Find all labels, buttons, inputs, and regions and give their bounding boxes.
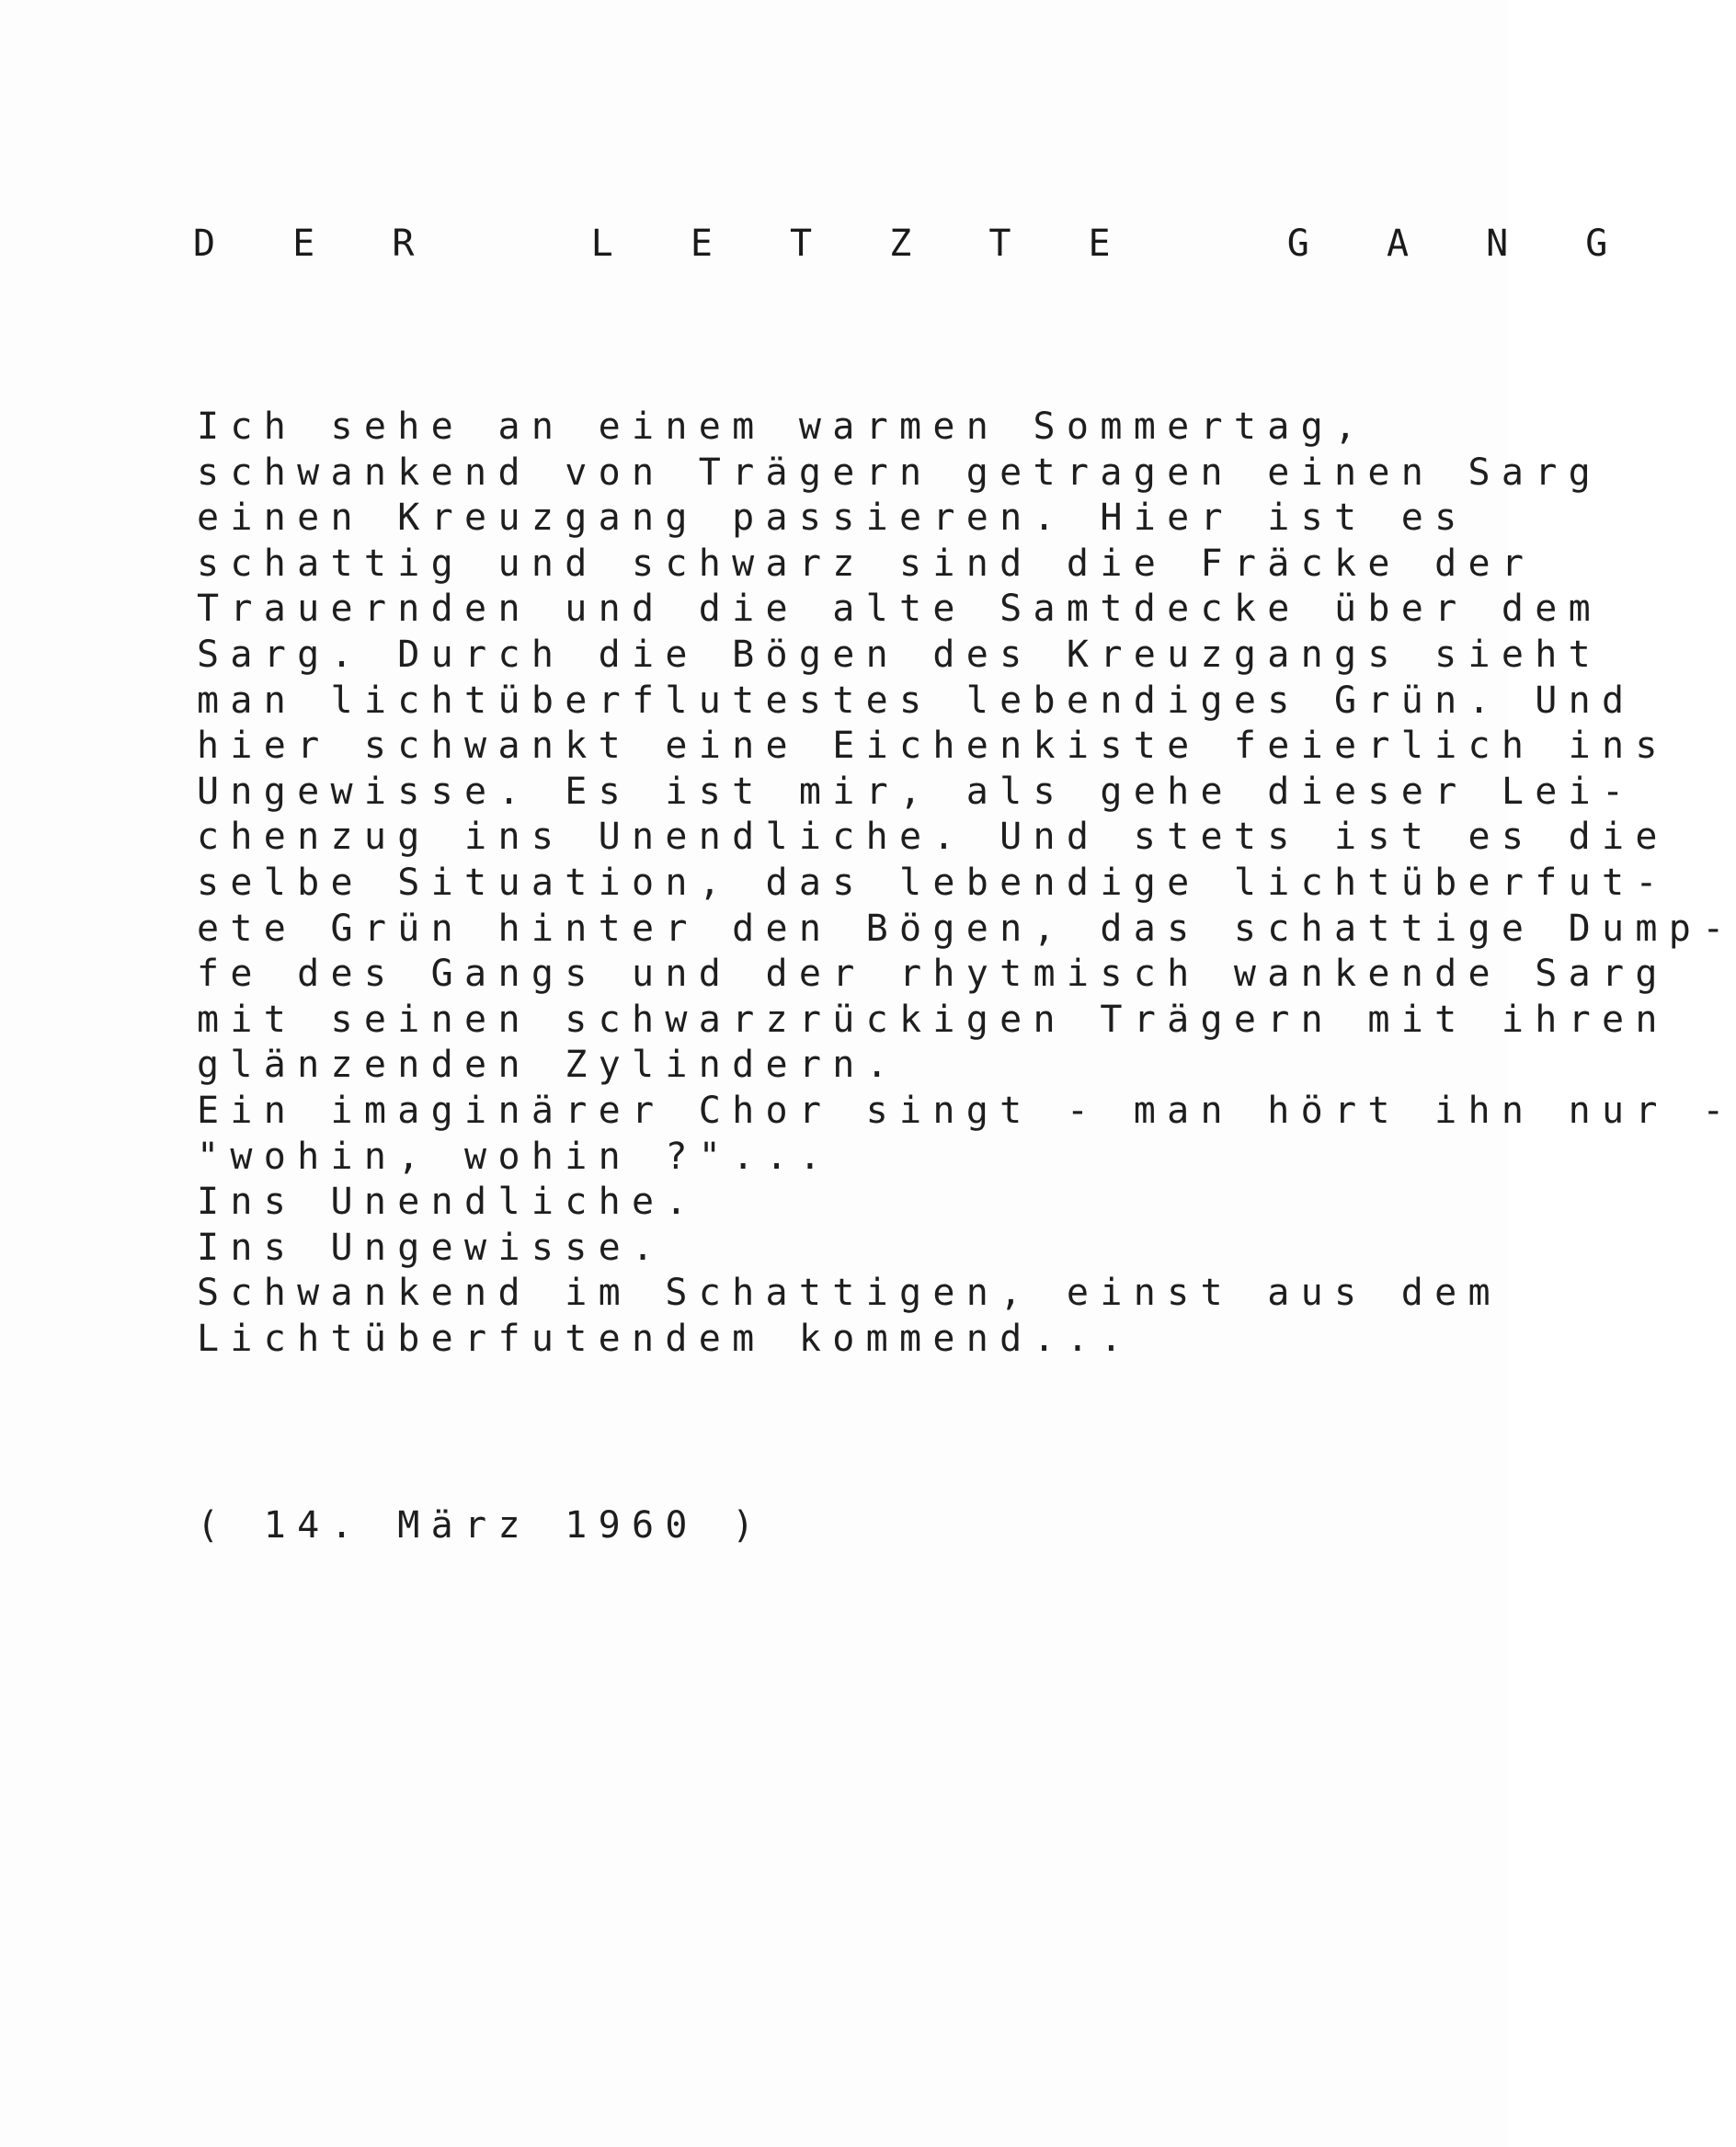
text-line: chenzug ins Unendliche. Und stets ist es die [197, 816, 1669, 859]
text-line: einen Kreuzgang passieren. Hier ist es [197, 497, 1468, 540]
text-line: ete Grün hinter den Bögen, das schattige Dump- [197, 907, 1736, 950]
text-line: Ungewisse. Es ist mir, als gehe dieser Lei- [197, 770, 1636, 813]
text-line: fe des Gangs und der rhytmisch wankende Sarg [197, 953, 1669, 996]
text-line: Schwankend im Schattigen, einst aus dem [197, 1272, 1502, 1315]
text-line: Ich sehe an einem warmen Sommertag, [197, 405, 1368, 448]
text-line: Ins Ungewisse. [197, 1226, 666, 1269]
document-body [197, 405, 1736, 1362]
document-date: ( 14. März 1960 ) [197, 1504, 766, 1547]
text-line: man lichtüberflutestes lebendiges Grün. Und [197, 679, 1636, 722]
text-line: selbe Situation, das lebendige lichtüberfut- [197, 861, 1669, 904]
text-line: hier schwankt eine Eichenkiste feierlich ins [197, 725, 1669, 768]
text-line: Lichtüberfutendem kommend... [197, 1317, 1134, 1360]
text-line: mit seinen schwarzrückigen Trägern mit ihren [197, 998, 1669, 1041]
text-line: "wohin, wohin ?"... [197, 1135, 833, 1178]
text-line: glänzenden Zylindern. [197, 1044, 900, 1087]
text-line: Ins Unendliche. [197, 1181, 699, 1224]
text-line: schwankend von Trägern getragen einen Sarg [197, 451, 1603, 494]
text-line: schattig und schwarz sind die Fräcke der [197, 542, 1536, 585]
text-line: Sarg. Durch die Bögen des Kreuzgangs sieht [197, 633, 1603, 676]
text-line: Ein imaginärer Chor singt - man hört ihn nur - [197, 1089, 1736, 1132]
document-title: D E R L E T Z T E G A N G [193, 223, 1636, 265]
text-line: Trauernden und die alte Samtdecke über dem [197, 588, 1603, 631]
